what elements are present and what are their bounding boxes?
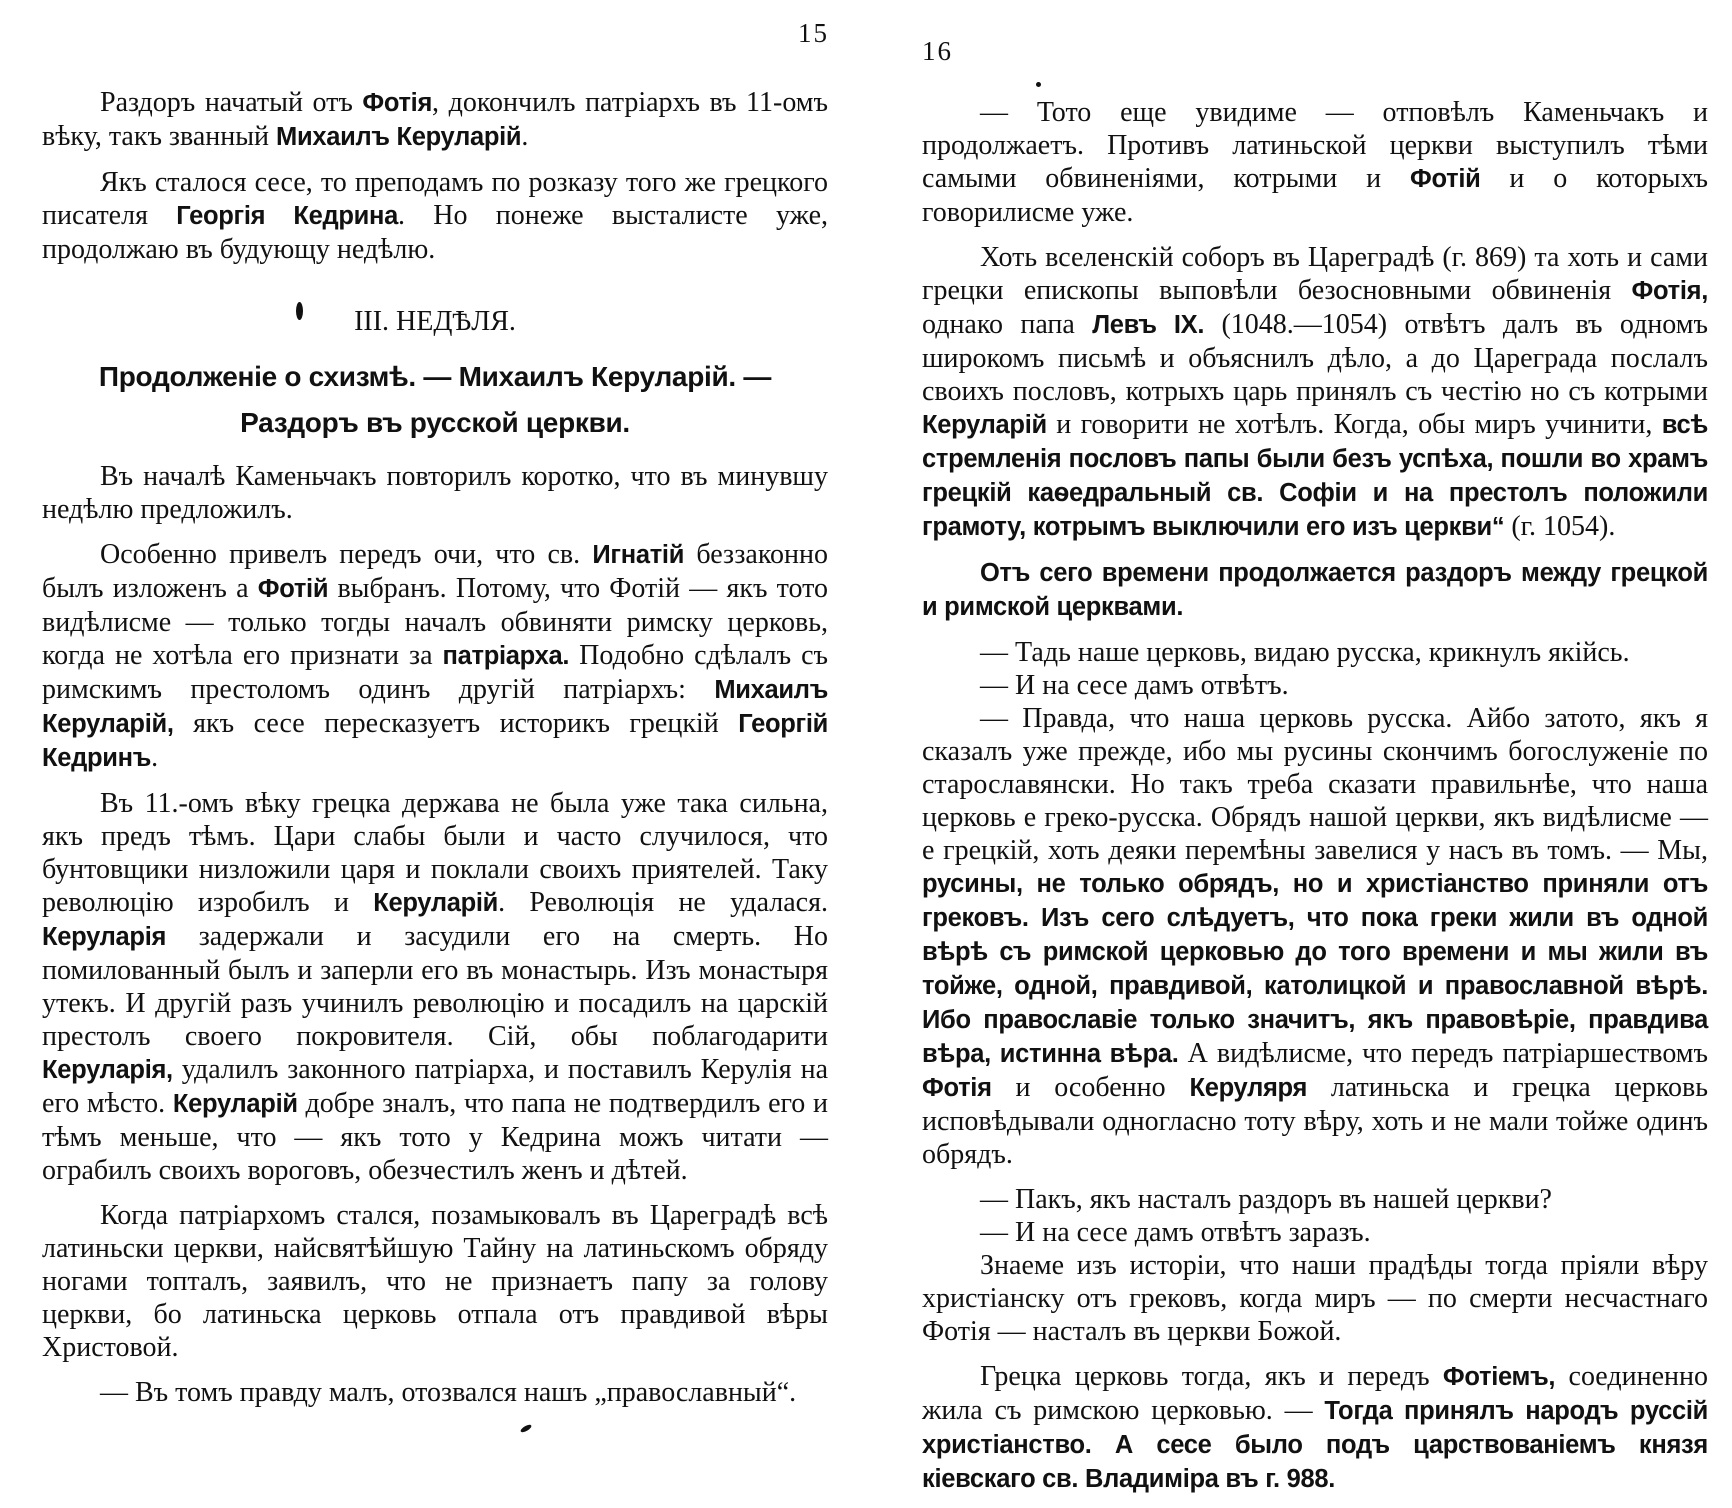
paragraph: Якъ сталося сесе, то преподамъ по розказу того же грецкого писателя Георгія Кедрина. Но понеже высталисте уже, продолжаю въ будующу недѣлю. [42, 167, 828, 265]
right-text-column [922, 96, 1708, 1508]
paragraph: Знаеме изъ исторіи, что наши прадѣды тогда пріяли вѣру христіанску отъ грековъ, когда миръ — по смерти несчастнаго Фотія — насталъ въ церкви Божой. [922, 1250, 1708, 1347]
section-subtitle: Продолженіе о схизмѣ. — Михаилъ Керуларій. — Раздоръ въ русской церкви. [98, 361, 772, 438]
ink-blot [520, 1423, 533, 1433]
paragraph: Хоть вселенскій соборъ въ Цареградѣ (г. 869) та хоть и сами грецки епископы выповѣли безосновными обвиненія Фотія, однако папа Левъ IX. (1048.—1054) отвѣтъ далъ въ одномъ широкомъ письмѣ и объяснилъ дѣло, а до Цареграда послалъ своихъ пословъ, котрыхъ царь принялъ съ честію но съ котрыми Керуларій и говорити не хотѣлъ. Когда, обы миръ учинити, всѣ стремленія пословъ папы были безъ успѣха, пошли во храмъ грецкій каѳедральный св. Софіи и на престолъ положили грамоту, котрымъ выключили его изъ церкви“ (г. 1054). [922, 242, 1708, 542]
paragraph: — Тадь наше церковь, видаю русска, крикнулъ якійсь. [980, 637, 1630, 668]
paragraph: Когда патріархомъ стался, позамыковалъ въ Цареградѣ всѣ латиньски церкви, найсвятѣйшую Тайну на латиньскомъ обряду ногами топталъ, заявилъ, что не признаетъ папу за голову церкви, бо латиньска церковь отпала отъ правдивой вѣры Христовой. [42, 1200, 828, 1363]
paragraph: — И на сесе дамъ отвѣтъ заразъ. [980, 1217, 1371, 1248]
paragraph: — Пакъ, якъ насталъ раздоръ въ нашей церкви? [980, 1184, 1552, 1215]
paragraph: Особенно привелъ передъ очи, что св. Игнатій беззаконно былъ изложенъ а Фотій выбранъ. Потому, что Фотій — якъ тото видѣлисме — только тогды началъ обвиняти римску церковь, когда не хотѣла его признати за патріарха. Подобно сдѣлалъ съ римскимъ престоломъ одинъ другій патріархъ: Михаилъ Керуларій, якъ сесе пересказуетъ историкъ грецкій Георгій Кедринъ. [42, 539, 829, 773]
paragraph: Отъ сего времени продолжается раздоръ между грецкой и римской церквами. [922, 559, 1708, 621]
paragraph: Раздоръ начатый отъ Фотія, докончилъ патріархъ въ 11-омъ вѣку, такъ званный Михаилъ Керуларій. [42, 87, 828, 152]
paragraph: — Тото еще увидиме — отповѣлъ Каменьчакъ и продолжаетъ. Противъ латиньской церкви выступилъ тѣми самыми обвиненіями, котрыми и Фотій и о которыхъ говорилисме уже. [922, 97, 1709, 228]
ink-blot [296, 302, 303, 320]
page-number-right: 16 [922, 36, 953, 66]
section-heading: III. НЕДѢЛЯ. [354, 306, 516, 337]
paragraph: — Въ томъ правду малъ, отозвался нашъ „православный“. [100, 1377, 797, 1408]
ink-blot [1036, 82, 1041, 87]
paragraph: Въ началѣ Каменьчакъ повторилъ коротко, что въ минувшу недѣлю предложилъ. [42, 461, 828, 525]
left-page [0, 0, 866, 1500]
right-page [866, 0, 1732, 1500]
paragraph: Въ 11.-омъ вѣку грецка держава не была уже така сильна, якъ предъ тѣмъ. Цари слабы были и часто случилося, что бунтовщики низложили царя и поклали своихъ приятелей. Таку революцію изробилъ и Керуларій. Революція не удалася. Керуларія задержали и засудили его на смерть. Но помилованный былъ и заперли его въ монастырь. Изъ монастыря утекъ. И другій разъ учинилъ революцію и посадилъ на царскій престолъ своего покровителя. Сій, обы поблагодарити Керуларія, удалилъ законного патріарха, и поставилъ Керулія на его мѣсто. Керуларій добре зналъ, что папа не подтвердилъ его и тѣмъ меньше, что — якъ тото у Кедрина можъ читати — ограбилъ своихъ вороговъ, обезчестилъ женъ и дѣтей. [42, 788, 829, 1186]
page-number-left: 15 [798, 18, 829, 48]
paragraph: — И на сесе дамъ отвѣтъ. [980, 670, 1289, 701]
left-text-column [42, 86, 828, 1421]
paragraph: — Правда, что наша церковь русска. Айбо затото, якъ я сказалъ уже прежде, ибо мы русины скончимъ богослуженіе по старославянски. Но такъ треба сказати правильнѣе, что наша церковь е греко-русска. Обрядъ нашой церкви, якъ видѣлисме — е грецкій, хоть деяки перемѣны завелися у насъ въ томъ. — Мы, русины, не только обрядъ, но и христіанство приняли отъ грековъ. Изъ сего слѣдуетъ, что пока греки жили въ одной вѣрѣ съ римской церковью до того времени и мы жили въ тойже, одной, правдивой, католицкой и православной вѣрѣ. Ибо православіе только значитъ, якъ правовѣріе, правдива вѣра, истинна вѣра. А видѣлисме, что передъ патріаршествомъ Фотія и особенно Керуляря латиньска и грецка церковь исповѣдывали одногласно тоту вѣру, хоть и не мали тойже одинъ обрядъ. [922, 703, 1708, 1170]
paragraph: Грецка церковь тогда, якъ и передъ Фотіемъ, соединенно жила съ римскою церковью. — Тогда принялъ народъ руссій христіанство. А сесе было подъ царствованіемъ князя кіевскаго св. Владиміра въ г. 988. [922, 1361, 1708, 1493]
